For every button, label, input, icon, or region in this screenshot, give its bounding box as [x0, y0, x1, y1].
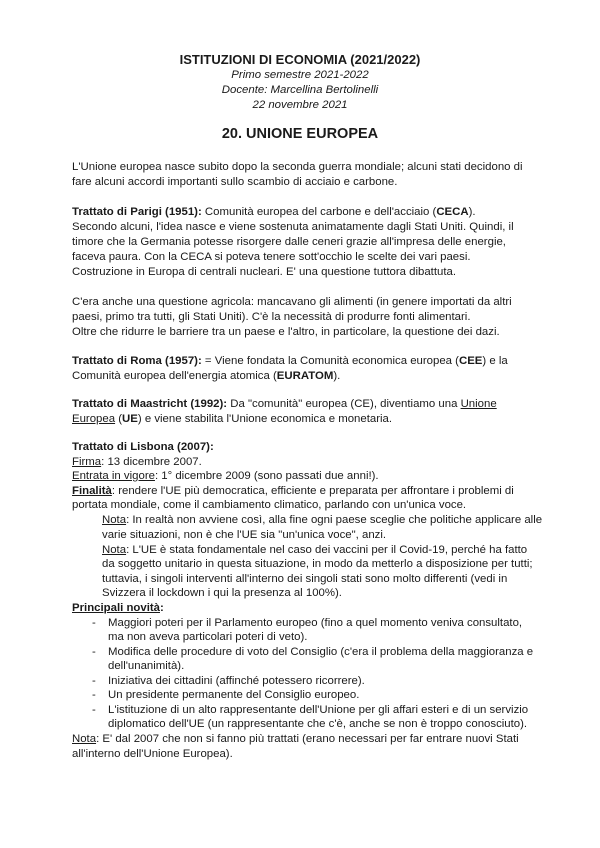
firma-value: : 13 dicembre 2007.	[101, 456, 202, 468]
nota1-line: varie situazioni, non è che l'UE sia "un'unica voce", anzi.	[102, 529, 387, 541]
date: 22 novembre 2021	[252, 99, 348, 111]
roma-line	[72, 354, 508, 368]
maastricht-text: ) e viene stabilita l'Unione economica e monetaria.	[137, 413, 393, 425]
nota1-line	[102, 513, 542, 527]
list-item: ma non aveva particolari poteri di veto).	[108, 631, 308, 643]
finalita-line	[72, 484, 514, 498]
firma-line	[72, 455, 202, 469]
final-nota-line	[72, 732, 519, 746]
finalita-label: Finalità	[72, 485, 112, 497]
nota-text: : E' dal 2007 che non si fanno più trattati (erano necessari per far entrare nuovi Stati	[96, 733, 519, 745]
novita-label: Principali novità	[72, 602, 160, 614]
intro-line: L'Unione europea nasce subito dopo la seconda guerra mondiale; alcuni stati decidono di	[72, 161, 523, 173]
maastricht-label: Trattato di Maastricht (1992):	[72, 398, 228, 410]
parigi-line: Costruzione in Europa di centrali nucleari. E' una questione tuttora dibattuta.	[72, 266, 456, 278]
parigi-end: ).	[468, 206, 476, 218]
agricola-line: C'era anche una questione agricola: mancavano gli alimenti (in genere importati da altri	[72, 296, 512, 308]
agricola-line: Oltre che ridurre le barriere tra un paese e l'altro, in particolare, la questione dei dazi.	[72, 326, 500, 338]
teacher: Docente: Marcellina Bertolinelli	[221, 84, 379, 96]
roma-cee: CEE	[458, 355, 483, 367]
list-item: dell'unanimità).	[108, 660, 185, 672]
roma-text: ) e la	[482, 355, 508, 367]
finalita-line: portata mondiale, come il cambiamento climatico, parlando con un'unica voce.	[72, 499, 467, 511]
parigi-line: faceva paura. Con la CECA si poteva tenere sott'occhio le scelte dei vari paesi.	[72, 251, 471, 263]
bullet-dash: -	[92, 646, 96, 658]
maastricht-ue: UE	[122, 413, 138, 425]
roma-text: = Viene fondata la Comunità economica europea (	[201, 355, 459, 367]
novita-colon: :	[159, 602, 164, 614]
roma-label: Trattato di Roma (1957):	[72, 355, 202, 367]
nota-text: : L'UE è stata fondamentale nel caso dei vaccini per il Covid-19, perché ha fatto	[126, 544, 528, 556]
lisbona-label: Trattato di Lisbona (2007):	[72, 441, 214, 453]
semester: Primo semestre 2021-2022	[231, 69, 369, 81]
parigi-label: Trattato di Parigi (1951):	[72, 206, 202, 218]
course-title: ISTITUZIONI DI ECONOMIA (2021/2022)	[179, 52, 421, 67]
nota-label: Nota	[102, 514, 127, 526]
maastricht-text: (	[115, 413, 123, 425]
finalita-text: : rendere l'UE più democratica, efficiente e preparata per affrontare i problemi di	[111, 485, 514, 497]
maastricht-text: Da "comunità" europea (CE), diventiamo una	[227, 398, 461, 410]
roma-text: Comunità europea dell'energia atomica (	[72, 370, 277, 382]
nota2-line	[102, 543, 527, 557]
list-item: Iniziativa dei cittadini (affinché potessero ricorrere).	[108, 675, 365, 687]
bullet-dash: -	[92, 704, 96, 716]
list-item: Un presidente permanente del Consiglio europeo.	[108, 689, 360, 701]
maastricht-unione: Unione	[460, 398, 497, 410]
maastricht-line	[72, 412, 392, 426]
final-nota-line: all'interno dell'Unione Europea).	[72, 748, 233, 760]
parigi-text: Comunità europea del carbone e dell'acciaio (	[201, 206, 437, 218]
nota2-line: tuttavia, i singoli interventi all'interno dei singoli stati sono molto differenti (vedi in	[102, 573, 508, 585]
nota2-line: da soggetto unitario in questa situazione, in modo da metterlo a disposizione per tutti;	[102, 558, 533, 570]
parigi-heading-line	[72, 205, 476, 219]
section-title: 20. UNIONE EUROPEA	[221, 126, 379, 142]
roma-line	[72, 369, 340, 383]
roma-text: ).	[333, 370, 341, 382]
parigi-ceca: CECA	[436, 206, 469, 218]
parigi-line: Secondo alcuni, l'idea nasce e viene sostenuta animatamente dagli Stati Uniti. Quindi, il	[72, 221, 514, 233]
firma-label: Firma	[72, 456, 102, 468]
nota-label: Nota	[102, 544, 127, 556]
bullet-dash: -	[92, 675, 96, 687]
bullet-dash: -	[92, 617, 96, 629]
maastricht-line	[72, 397, 497, 411]
nota-label: Nota	[72, 733, 97, 745]
vigore-line	[72, 469, 379, 483]
agricola-line: paesi, primo tra tutti, gli Stati Uniti). C'è la necessità di produrre fonti alimentari.	[72, 311, 471, 323]
vigore-value: : 1° dicembre 2009 (sono passati due anni!).	[154, 470, 379, 482]
intro-line: fare alcuni accordi importanti sullo scambio di acciaio e carbone.	[72, 176, 398, 188]
parigi-line: timore che la Germania potesse risorgere dalle ceneri grazie all'impresa delle energie,	[72, 236, 506, 248]
nota2-line: Svizzera il lockdown i qui la presenza al 100%).	[102, 587, 342, 599]
maastricht-europea: Europea	[72, 413, 116, 425]
list-item: Modifica delle procedure di voto del Consiglio (c'era il problema della maggioranza e	[108, 646, 534, 658]
list-item: diplomatico dell'UE (un rappresentante che c'è, anche se non è troppo conosciuto).	[108, 718, 528, 730]
roma-euratom: EURATOM	[276, 370, 334, 382]
list-item: Maggiori poteri per il Parlamento europeo (fino a quel momento veniva consultato,	[108, 617, 523, 629]
list-item: L'istituzione di un alto rappresentante dell'Unione per gli affari esteri e di un servizio	[108, 704, 529, 716]
nota-text: : In realtà non avviene così, alla fine ogni paese sceglie che politiche applicare alle	[126, 514, 543, 526]
novita-heading	[72, 601, 164, 615]
bullet-dash: -	[92, 689, 96, 701]
vigore-label: Entrata in vigore	[72, 470, 155, 482]
